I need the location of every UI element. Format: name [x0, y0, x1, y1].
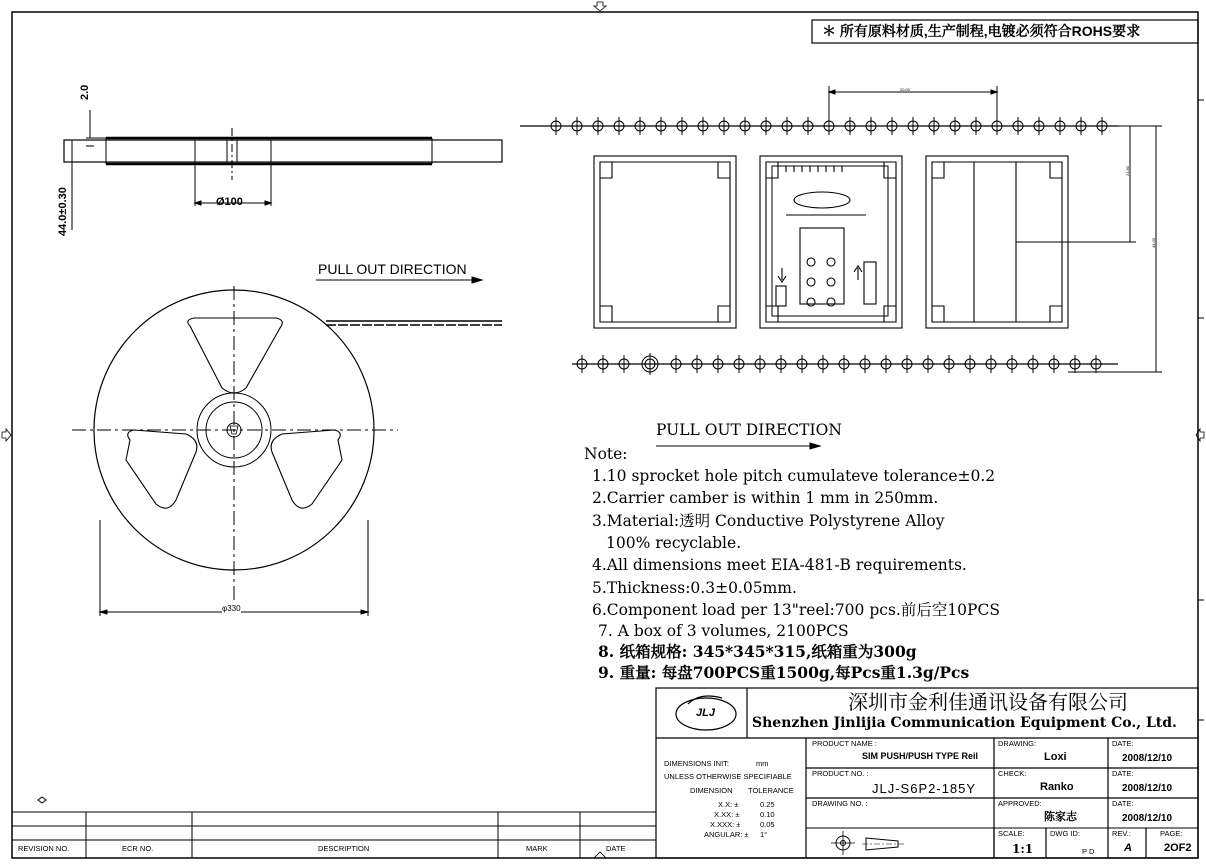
tolerance-header: TOLERANCE [748, 786, 794, 795]
note-item: 9. 重量: 每盘700PCS重1500g,每Pcs重1.3g/Pcs [598, 663, 970, 682]
tolerance-dim: X.XX: ± [714, 810, 740, 819]
product-name-label: PRODUCT NAME : [812, 739, 877, 748]
company-name-en: Shenzhen Jinlijia Communication Equipment Co., Ltd. [752, 715, 1177, 731]
tolerance-dim: X.XXX: ± [710, 820, 741, 829]
reel-front-view [72, 286, 502, 616]
date-label: DATE: [1112, 739, 1134, 748]
bottom-center-mark [594, 852, 606, 858]
note-item: 7. A box of 3 volumes, 2100PCS [598, 622, 849, 640]
left-center-mark [2, 429, 11, 441]
note-item: 2.Carrier camber is within 1 mm in 250mm. [592, 489, 939, 507]
notes-heading: Note: [584, 445, 628, 463]
hub-diameter-dimension: Ø100 [216, 196, 243, 208]
scale-value: 1:1 [1012, 842, 1034, 856]
note-item: 8. 纸箱规格: 345*345*315,纸箱重为300g [598, 642, 917, 661]
date-header: DATE [606, 844, 626, 853]
note-item: 6.Component load per 13"reel:700 pcs.前后空10PCS [592, 601, 1000, 619]
rev-label: REV.: [1112, 829, 1131, 838]
flange-dimension: 2.0 [79, 84, 91, 100]
note-item: 1.10 sprocket hole pitch cumulateve tolerance±0.2 [592, 467, 996, 485]
tolerance-value: 0.10 [760, 810, 775, 819]
unless-specified-note: UNLESS OTHERWISE SPECIFIABLE [664, 772, 792, 781]
date-label: DATE: [1112, 769, 1134, 778]
tolerance-value: 0.05 [760, 820, 775, 829]
scale-label: SCALE: [998, 829, 1025, 838]
tolerance-dim: X.X: ± [718, 800, 739, 809]
pull-out-direction-label-top: PULL OUT DIRECTION [318, 261, 467, 277]
drawing-no-label: DRAWING NO. : [812, 799, 868, 808]
check-by: Ranko [1040, 781, 1074, 793]
tolerance-dim: ANGULAR: ± [704, 830, 749, 839]
rohs-requirement-note: ＊ 所有原料材质,生产制程,电镀必须符合ROHS要求 [822, 23, 1141, 39]
date-value: 2008/12/10 [1122, 753, 1173, 764]
note-item: 100% recyclable. [606, 534, 742, 552]
note-item: 3.Material:透明 Conductive Polystyrene Alloy [592, 512, 945, 530]
pull-out-direction-label-notes: PULL OUT DIRECTION [656, 421, 842, 439]
logo-text: JLJ [696, 707, 715, 719]
page-label: PAGE: [1160, 829, 1183, 838]
date-value: 2008/12/10 [1122, 783, 1173, 794]
date-value: 2008/12/10 [1122, 813, 1173, 824]
reel-side-view [64, 110, 502, 230]
tolerance-value: 0.25 [760, 800, 775, 809]
approved-label: APPROVED: [998, 799, 1042, 808]
approved-by: 陈家志 [1044, 810, 1077, 823]
product-no-label: PRODUCT NO. : [812, 769, 869, 778]
date-label: DATE: [1112, 799, 1134, 808]
dwg-id-label: DWG ID: [1050, 829, 1080, 838]
page-value: 2OF2 [1164, 842, 1192, 854]
dimensions-unit-label: DIMENSIONS INIT: [664, 759, 730, 768]
product-no: JLJ-S6P2-185Y [872, 781, 977, 796]
tolerance-value: 1° [760, 830, 768, 839]
tape-pocket-1 [594, 156, 736, 328]
tape-pocket-2 [760, 156, 902, 328]
carrier-tape [520, 86, 1162, 375]
reel-diameter-dimension: φ330 [222, 604, 241, 613]
dimension-header: DIMENSION [690, 786, 733, 795]
drawing-by: Loxi [1044, 751, 1067, 763]
company-name-cn: 深圳市金利佳通讯设备有限公司 [848, 692, 1128, 714]
tape-width-dimension: 44.00 [1151, 237, 1156, 248]
pitch-dimension: 20.00 [900, 87, 911, 92]
drawing-label: DRAWING: [998, 739, 1037, 748]
right-center-mark [1196, 429, 1204, 441]
top-center-mark [594, 2, 606, 11]
product-name: SIM PUSH/PUSH TYPE Reil [862, 751, 979, 761]
note-item: 5.Thickness:0.3±0.05mm. [592, 579, 797, 597]
description-header: DESCRIPTION [318, 844, 370, 853]
pocket-dimension: 21.80 [1125, 165, 1130, 176]
reel-width-dimension: 44.0±0.30 [57, 187, 69, 236]
revision-no-header: REVISION NO. [18, 844, 70, 853]
check-label: CHECK: [998, 769, 1027, 778]
note-item: 4.All dimensions meet EIA-481-B requirements. [592, 556, 967, 574]
dwg-id-value: P D [1082, 847, 1095, 856]
ecr-no-header: ECR NO. [122, 844, 154, 853]
dimensions-unit: mm [756, 759, 769, 768]
mark-header: MARK [526, 844, 548, 853]
rev-value: A [1124, 842, 1132, 854]
